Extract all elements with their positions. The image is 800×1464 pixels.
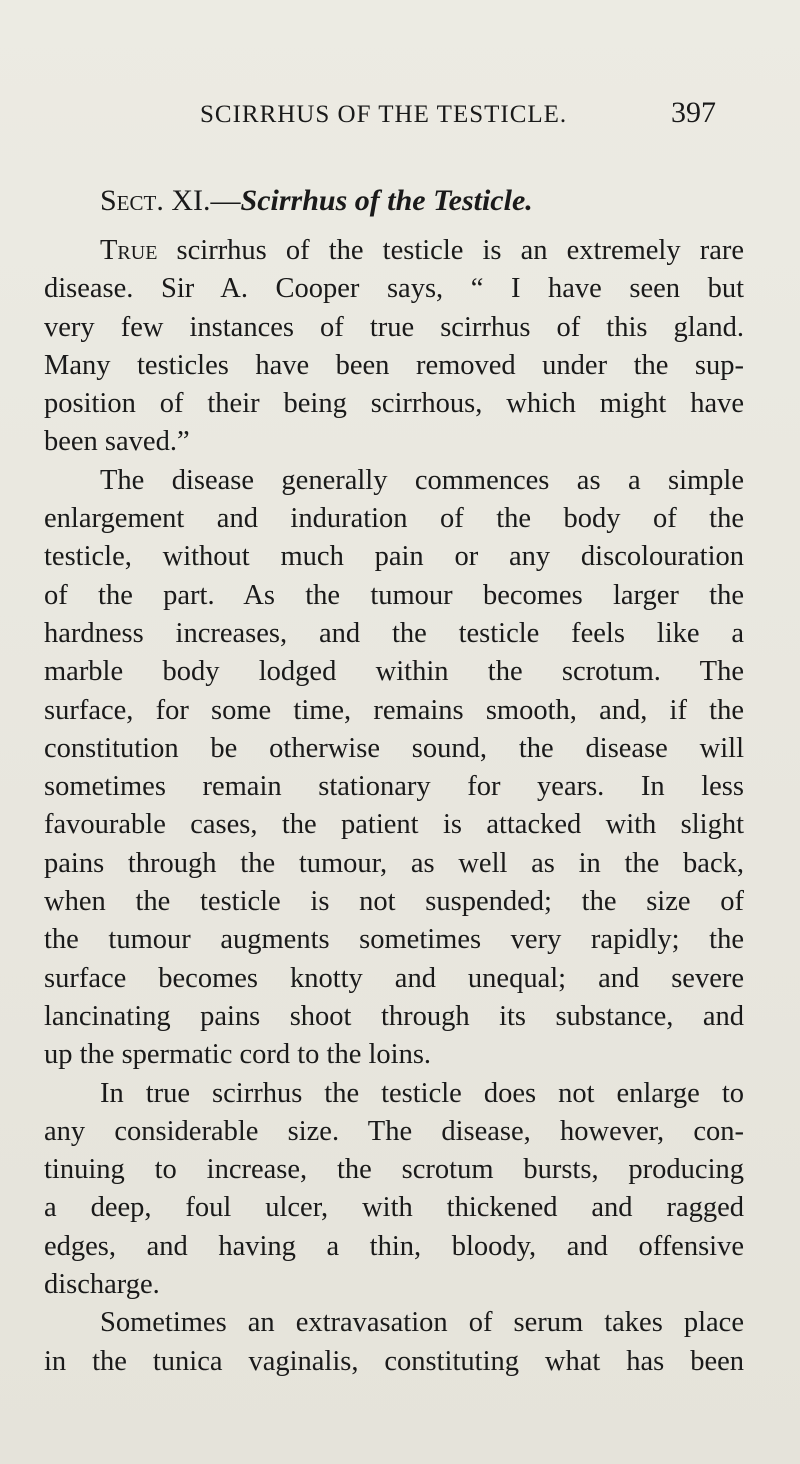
- text-line: Sometimes an extravasation of serum takes place: [100, 1307, 744, 1339]
- text-line: been saved.”: [44, 426, 190, 458]
- text-line: when the testicle is not suspended; the size of: [44, 886, 744, 918]
- text-line: In true scirrhus the testicle does not enlarge to: [100, 1077, 744, 1109]
- text-line: [44, 232, 744, 270]
- text-line: any considerable size. The disease, however, con-: [44, 1115, 744, 1147]
- section-label: Sect. XI.: [100, 184, 211, 217]
- text-line: lancinating pains shoot through its substance, and: [44, 1000, 744, 1032]
- lead-word: True: [100, 235, 158, 266]
- body-text: [44, 232, 744, 1381]
- text-line: position of their being scirrhous, which might have: [44, 388, 744, 420]
- text-line: up the spermatic cord to the loins.: [44, 1039, 432, 1071]
- text-line: of the part. As the tumour becomes larger the: [44, 579, 744, 611]
- line-text: scirrhus of the testicle is an extremely rare: [157, 235, 744, 266]
- text-line: discharge.: [44, 1269, 160, 1301]
- running-head: SCIRRHUS OF THE TESTICLE.: [200, 101, 568, 128]
- text-line: a deep, foul ulcer, with thickened and ragged: [44, 1192, 744, 1224]
- text-line: hardness increases, and the testicle feels like a: [44, 617, 744, 649]
- text-line: favourable cases, the patient is attacked with slight: [44, 809, 744, 841]
- section-title: Scirrhus of the Testicle.: [240, 184, 533, 217]
- text-line: Many testicles have been removed under the sup-: [44, 349, 744, 381]
- text-line: the tumour augments sometimes very rapidly; the: [44, 924, 744, 956]
- section-dash: —: [210, 184, 241, 217]
- section-heading: [100, 184, 533, 218]
- text-line: constitution be otherwise sound, the disease will: [44, 732, 744, 764]
- text-line: surface, for some time, remains smooth, and, if the: [44, 694, 744, 726]
- text-line: tinuing to increase, the scrotum bursts, producing: [44, 1154, 744, 1186]
- text-line: edges, and having a thin, bloody, and offensive: [44, 1230, 744, 1262]
- text-line: sometimes remain stationary for years. In less: [44, 771, 744, 803]
- text-line: marble body lodged within the scrotum. The: [44, 656, 744, 688]
- text-line: enlargement and induration of the body of the: [44, 503, 744, 535]
- text-line: testicle, without much pain or any discolouration: [44, 541, 744, 573]
- text-line: disease. Sir A. Cooper says, “ I have seen but: [44, 273, 744, 305]
- text-line: in the tunica vaginalis, constituting what has been: [44, 1345, 744, 1377]
- text-line: The disease generally commences as a simple: [100, 464, 744, 496]
- text-line: very few instances of true scirrhus of this gland.: [44, 311, 744, 343]
- page-number: 397: [671, 96, 716, 129]
- text-line: surface becomes knotty and unequal; and severe: [44, 962, 744, 994]
- text-line: pains through the tumour, as well as in the back,: [44, 847, 744, 879]
